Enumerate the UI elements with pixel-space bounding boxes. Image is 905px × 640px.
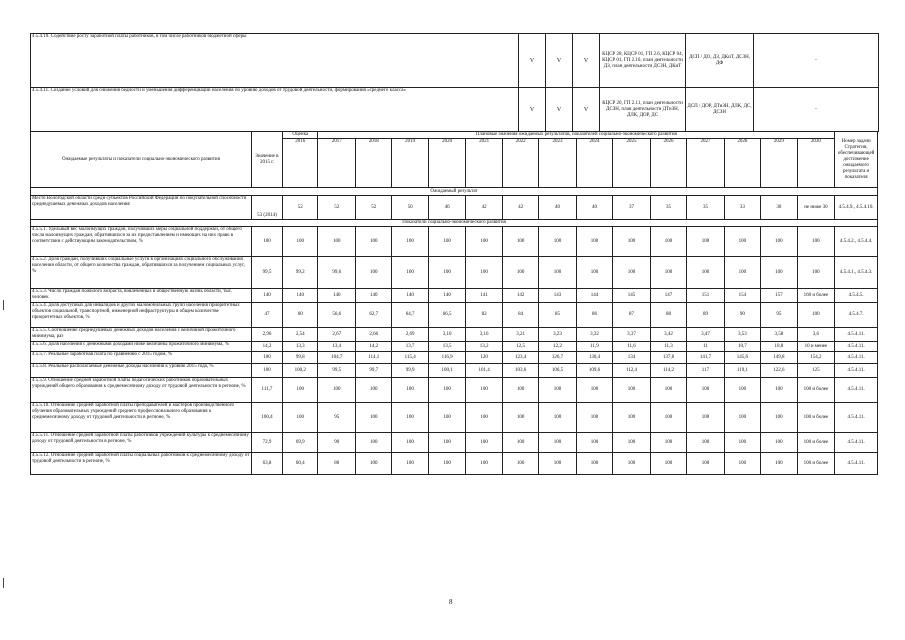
indicator-text: 4.5.5.10. Отношение средней заработной платы преподавателей и мастеров производственного обучения образовательных учреждений среднего профессионального образования к среднемесячному доходу от трудовой деятельности в регионе, %: [31, 403, 252, 433]
activity-executors: ДСП / ДОР, ДТиЗН, ДЛК, ДС, ДСЗН: [686, 88, 754, 132]
value-cell: 160 и более: [797, 289, 835, 303]
value-cell: 115,4: [392, 352, 428, 364]
value-cell: 100: [466, 227, 502, 257]
task-cell: 4.5.4.9., 4.5.4.10.: [835, 196, 878, 220]
activity-program: КЦСР 20, ГП 2.11, план деятельности ДСЗН, план деятельности ДТиЗН, ДЛК, ДОР, ДС: [600, 88, 686, 132]
value-cell: 100: [539, 453, 577, 475]
value-cell: 100: [466, 433, 502, 453]
task-cell: 4.5.4.11.: [835, 403, 878, 433]
activity-extra: -: [754, 34, 879, 88]
activity-extra: -: [754, 88, 879, 132]
task-cell: 4.5.4.11.: [835, 328, 878, 342]
indicator-text: 4.5.5.12. Отношение средней заработной платы социальных работников к среднемесячному доходу от трудовой деятельности в регионе, %: [31, 453, 252, 475]
indicator-text: 4.5.5.9. Отношение средней заработной платы педагогических работников образовательных учреждений общего образования к среднемесячному доходу от трудовой деятельности в регионе, %: [31, 378, 252, 403]
value-cell: 3,10: [428, 328, 466, 342]
value-cell: 13,5: [428, 342, 466, 352]
value-cell: 85: [539, 303, 577, 328]
task-cell: 4.5.4.11.: [835, 378, 878, 403]
base-value-cell: 100: [251, 352, 282, 364]
value-cell: 100 и более: [797, 403, 835, 433]
indicator-row: [31, 453, 878, 475]
value-cell: 100: [539, 227, 577, 257]
planned-values-header: Плановые значения ожидаемых результатов, показателей социально-экономического развития: [318, 132, 835, 139]
value-cell: 3,32: [576, 328, 612, 342]
base-value-cell: 14,2: [251, 342, 282, 352]
task-cell: 4.5.4.7.: [835, 303, 878, 328]
value-cell: 100: [466, 257, 502, 289]
value-cell: 100: [650, 433, 686, 453]
binding-edge-mark: [3, 300, 4, 310]
value-cell: 100: [502, 257, 538, 289]
value-cell: 106,5: [539, 364, 577, 378]
activity-program: КЦСР 28, КЦСР 01, ГП 2.6, КЦСР 04, КЦСР 01, ГП 2.10, план деятельности ДЗ, план деятельности ДСЗН, ДКиТ: [600, 34, 686, 88]
base-value-cell: 100: [251, 364, 282, 378]
indicator-row: [31, 328, 878, 342]
value-cell: 100: [283, 378, 318, 403]
value-cell: 100: [761, 257, 797, 289]
base-value-cell: 63,8: [251, 453, 282, 475]
value-cell: 100: [576, 257, 612, 289]
value-cell: 100: [466, 403, 502, 433]
activity-mark: V: [546, 34, 573, 88]
value-cell: 100: [650, 378, 686, 403]
value-cell: 109,6: [576, 364, 612, 378]
indicator-text: 4.5.5.6. Доля населения с денежными доходами ниже величины прожиточного минимума, %: [31, 342, 252, 352]
value-cell: 100: [687, 433, 725, 453]
year-header: 2022: [502, 139, 538, 188]
value-cell: 100: [539, 433, 577, 453]
value-cell: 103,6: [502, 364, 538, 378]
value-cell: 100: [761, 227, 797, 257]
indicators-table: [30, 131, 878, 475]
value-cell: 3,37: [613, 328, 651, 342]
value-cell: 100 и более: [797, 453, 835, 475]
value-cell: 100: [613, 227, 651, 257]
value-cell: 120: [466, 352, 502, 364]
value-cell: 130,4: [576, 352, 612, 364]
value-cell: 84: [502, 303, 538, 328]
value-cell: 119,1: [724, 364, 760, 378]
value-cell: 100,2: [283, 364, 318, 378]
value-cell: 99,7: [355, 364, 391, 378]
year-header: 2020: [428, 139, 466, 188]
base-value-cell: 72,9: [251, 433, 282, 453]
value-cell: 100: [392, 453, 428, 475]
value-cell: 13,3: [283, 342, 318, 352]
activity-mark: V: [519, 34, 546, 88]
value-cell: 100: [428, 433, 466, 453]
value-cell: 52: [283, 196, 318, 220]
value-cell: 101,4: [466, 364, 502, 378]
value-cell: 3,58: [761, 328, 797, 342]
section-row: [31, 220, 878, 227]
value-cell: 11,6: [613, 342, 651, 352]
base-value-cell: 100,4: [251, 403, 282, 433]
year-header: 2019: [392, 139, 428, 188]
value-cell: 100: [687, 453, 725, 475]
indicator-column-header: Ожидаемые результаты и показатели социально-экономического развития: [31, 132, 252, 188]
base-value-cell: 2,96: [251, 328, 282, 342]
value-cell: 100: [761, 453, 797, 475]
indicator-text: 4.5.5.4. Доля доступных для инвалидов и других маломобильных групп населения приоритетных объектов социальной, транспортной, инженерной инфраструктуры в общем количестве приоритетных объектов, %: [31, 303, 252, 328]
indicator-text: 4.5.5.3. Число граждан пожилого возраста, вовлеченных в общественную жизнь области, тыс. человек: [31, 289, 252, 303]
indicator-row: [31, 403, 878, 433]
value-cell: 126,7: [539, 352, 577, 364]
value-cell: 100: [428, 453, 466, 475]
value-cell: 100: [576, 227, 612, 257]
indicator-row: [31, 227, 878, 257]
indicator-row: [31, 378, 878, 403]
value-cell: 99,8: [283, 352, 318, 364]
section-row: [31, 188, 878, 196]
task-cell: 4.5.4.1., 4.5.4.3.: [835, 257, 878, 289]
task-cell: 4.5.4.11.: [835, 352, 878, 364]
value-cell: 56,6: [318, 303, 356, 328]
value-cell: 12,2: [539, 342, 577, 352]
value-cell: 100: [318, 227, 356, 257]
value-cell: 100: [428, 403, 466, 433]
value-cell: 104,7: [318, 352, 356, 364]
estimate-header: Оценка: [283, 132, 318, 139]
value-cell: 90: [724, 303, 760, 328]
indicator-row: [31, 352, 878, 364]
indicator-row: [31, 257, 878, 289]
value-cell: 42: [466, 196, 502, 220]
value-cell: 33: [724, 196, 760, 220]
indicator-row: [31, 303, 878, 328]
value-cell: 80: [318, 453, 356, 475]
value-cell: 3,21: [502, 328, 538, 342]
expected-result-base: 53 (2014): [251, 196, 282, 220]
base-value-cell: 100: [251, 227, 282, 257]
activities-table: [30, 33, 879, 132]
year-header: 2028: [724, 139, 760, 188]
value-cell: 3,47: [687, 328, 725, 342]
indicator-text: 4.5.5.7. Реальные заработная плата по сравнению с 2015 годом, %: [31, 352, 252, 364]
value-cell: 100: [761, 378, 797, 403]
expected-result-text: Место Вологодской области среди субъектов Российской Федерации по покупательной способности среднедушевых денежных доходов населения: [31, 196, 252, 220]
value-cell: 100: [502, 403, 538, 433]
value-cell: 100: [576, 433, 612, 453]
indicator-text: 4.5.5.1. Удельный вес малоимущих граждан, получивших меры социальной поддержки, от общего числа малоимущих граждан, обратившихся за их предоставлением и имеющих на них право в соответствии с действующим законодательством, %: [31, 227, 252, 257]
section-indicators: Показатели социально-экономического развития: [31, 220, 878, 227]
value-cell: 100: [428, 257, 466, 289]
value-cell: 145,6: [724, 352, 760, 364]
value-cell: 90: [318, 433, 356, 453]
value-cell: 69,9: [283, 433, 318, 453]
value-cell: 100: [650, 403, 686, 433]
value-cell: 100: [392, 433, 428, 453]
value-cell: 100: [392, 227, 428, 257]
value-cell: 100: [613, 257, 651, 289]
value-cell: 62,7: [355, 303, 391, 328]
value-cell: 37: [613, 196, 651, 220]
value-cell: 95: [761, 303, 797, 328]
value-cell: 100: [650, 453, 686, 475]
task-cell: 4.5.4.11.: [835, 433, 878, 453]
value-cell: 10 и менее: [797, 342, 835, 352]
value-cell: 2,67: [318, 328, 356, 342]
value-cell: 2,54: [283, 328, 318, 342]
value-cell: 82: [466, 303, 502, 328]
value-cell: 100: [466, 453, 502, 475]
value-cell: 35: [650, 196, 686, 220]
value-cell: 100: [613, 453, 651, 475]
task-cell: 4.5.4.11.: [835, 453, 878, 475]
task-column-header: Номер задачи Стратегии, обеспечивающей достижение ожидаемого результата и показателя: [835, 132, 878, 188]
value-cell: 100: [687, 378, 725, 403]
value-cell: 154,2: [797, 352, 835, 364]
value-cell: 100: [761, 433, 797, 453]
value-cell: 30: [761, 196, 797, 220]
expected-result-row: [31, 196, 878, 220]
activity-mark: V: [573, 88, 600, 132]
value-cell: 52: [318, 196, 356, 220]
value-cell: 3,16: [466, 328, 502, 342]
value-cell: 2,69: [392, 328, 428, 342]
indicator-row: [31, 342, 878, 352]
value-cell: 100: [428, 378, 466, 403]
value-cell: 151: [687, 289, 725, 303]
page-number: 8: [449, 598, 453, 606]
indicator-text: 4.5.5.8. Реальные располагаемые денежные доходы населения к уровню 2015 года, %: [31, 364, 252, 378]
value-cell: 100: [355, 433, 391, 453]
value-cell: 13,4: [318, 342, 356, 352]
indicator-row: [31, 433, 878, 453]
value-cell: 40: [576, 196, 612, 220]
value-cell: 100: [502, 453, 538, 475]
value-cell: 11,3: [650, 342, 686, 352]
value-cell: 13,7: [392, 342, 428, 352]
value-cell: 100: [355, 403, 391, 433]
value-cell: 100: [687, 403, 725, 433]
value-cell: 100: [724, 433, 760, 453]
year-header: 2029: [761, 139, 797, 188]
value-cell: 100: [576, 453, 612, 475]
value-cell: 125: [797, 364, 835, 378]
value-cell: 116,9: [428, 352, 466, 364]
value-cell: 100: [355, 257, 391, 289]
value-cell: 140: [318, 289, 356, 303]
value-cell: 137,8: [650, 352, 686, 364]
value-cell: 144: [576, 289, 612, 303]
value-cell: 100: [355, 453, 391, 475]
year-header: 2025: [613, 139, 651, 188]
value-cell: 89: [687, 303, 725, 328]
year-header: 2026: [650, 139, 686, 188]
base-value-cell: 99,5: [251, 257, 282, 289]
value-cell: 140: [428, 289, 466, 303]
binding-edge-mark: [3, 578, 4, 588]
base-year-header: Значение в 2015 г.: [251, 132, 282, 188]
value-cell: 147: [650, 289, 686, 303]
task-cell: 4.5.4.5.: [835, 289, 878, 303]
indicator-row: [31, 289, 878, 303]
value-cell: 100: [466, 378, 502, 403]
value-cell: 100: [724, 403, 760, 433]
activity-mark: V: [519, 88, 546, 132]
year-header: 2030: [797, 139, 835, 188]
value-cell: 100: [613, 378, 651, 403]
value-cell: 100: [650, 257, 686, 289]
task-cell: 4.5.4.2., 4.5.4.4.: [835, 227, 878, 257]
value-cell: 100: [797, 257, 835, 289]
value-cell: 100: [355, 227, 391, 257]
value-cell: 42: [502, 196, 538, 220]
value-cell: 11: [687, 342, 725, 352]
year-header: 2021: [466, 139, 502, 188]
indicator-row: [31, 364, 878, 378]
value-cell: 149,8: [761, 352, 797, 364]
activity-mark: V: [573, 34, 600, 88]
value-cell: 100,1: [428, 364, 466, 378]
value-cell: не ниже 30: [797, 196, 835, 220]
year-header: 2024: [576, 139, 612, 188]
value-cell: 99,6: [318, 257, 356, 289]
value-cell: 100: [724, 453, 760, 475]
value-cell: 100: [355, 378, 391, 403]
task-cell: 4.5.4.11.: [835, 364, 878, 378]
value-cell: 140: [392, 289, 428, 303]
value-cell: 100: [613, 433, 651, 453]
value-cell: 3,23: [539, 328, 577, 342]
value-cell: 100 и более: [797, 378, 835, 403]
value-cell: 86: [576, 303, 612, 328]
value-cell: 2,66: [355, 328, 391, 342]
value-cell: 122,6: [761, 364, 797, 378]
value-cell: 13,2: [466, 342, 502, 352]
value-cell: 100: [502, 378, 538, 403]
value-cell: 157: [761, 289, 797, 303]
value-cell: 14,2: [355, 342, 391, 352]
value-cell: 52: [355, 196, 391, 220]
year-header: 2017: [318, 139, 356, 188]
value-cell: 64,7: [392, 303, 428, 328]
activity-row: [31, 34, 879, 88]
value-cell: 100: [724, 378, 760, 403]
value-cell: 112,4: [613, 364, 651, 378]
activity-row: [31, 88, 879, 132]
value-cell: 100: [539, 403, 577, 433]
value-cell: 88: [650, 303, 686, 328]
base-value-cell: 47: [251, 303, 282, 328]
value-cell: 100: [576, 403, 612, 433]
value-cell: 145: [613, 289, 651, 303]
value-cell: 141,7: [687, 352, 725, 364]
value-cell: 100: [539, 378, 577, 403]
value-cell: 11,9: [576, 342, 612, 352]
value-cell: 114,1: [355, 352, 391, 364]
value-cell: 100: [797, 303, 835, 328]
value-cell: 141: [466, 289, 502, 303]
year-header: 2018: [355, 139, 391, 188]
value-cell: 87: [613, 303, 651, 328]
value-cell: 117: [687, 364, 725, 378]
value-cell: 3,42: [650, 328, 686, 342]
value-cell: 142: [502, 289, 538, 303]
year-header: 2023: [539, 139, 577, 188]
year-header: 2016: [283, 139, 318, 188]
value-cell: 100: [318, 378, 356, 403]
value-cell: 60: [283, 303, 318, 328]
value-cell: 100: [687, 257, 725, 289]
task-cell: 4.5.4.11.: [835, 342, 878, 352]
value-cell: 3,6: [797, 328, 835, 342]
activity-executors: ДСП / ДО, ДЗ, ДКиТ, ДСЗН, ДФ: [686, 34, 754, 88]
activity-text: 4.5.4.10. Содействие росту заработной платы работников, в том числе работников бюджетной сферы: [31, 34, 519, 88]
value-cell: 100: [392, 378, 428, 403]
value-cell: 99,2: [283, 257, 318, 289]
value-cell: 100: [650, 227, 686, 257]
value-cell: 100: [502, 227, 538, 257]
value-cell: 140: [283, 289, 318, 303]
base-value-cell: 111,7: [251, 378, 282, 403]
value-cell: 40: [539, 196, 577, 220]
base-value-cell: 140: [251, 289, 282, 303]
value-cell: 114,2: [650, 364, 686, 378]
value-cell: 100 и более: [797, 433, 835, 453]
table-header-row: [31, 132, 878, 139]
value-cell: 10,8: [761, 342, 797, 352]
activity-text: 4.5.4.11. Создание условий для снижения бедности и уменьшения дифференциации населения по уровню доходов от трудовой деятельности, формирования «среднего класса»: [31, 88, 519, 132]
value-cell: 3,53: [724, 328, 760, 342]
value-cell: 100: [283, 227, 318, 257]
value-cell: 35: [687, 196, 725, 220]
value-cell: 154: [724, 289, 760, 303]
value-cell: 100: [724, 227, 760, 257]
indicator-text: 4.5.5.11. Отношение средней заработной платы работников учреждений культуры к среднемесячному доходу от трудовой деятельности в регионе, %: [31, 433, 252, 453]
value-cell: 100: [724, 257, 760, 289]
value-cell: 100: [761, 403, 797, 433]
value-cell: 140: [355, 289, 391, 303]
value-cell: 60,4: [283, 453, 318, 475]
value-cell: 10,7: [724, 342, 760, 352]
value-cell: 100: [613, 403, 651, 433]
value-cell: 100: [283, 403, 318, 433]
value-cell: 12,5: [502, 342, 538, 352]
value-cell: 123,4: [502, 352, 538, 364]
value-cell: 100: [392, 403, 428, 433]
value-cell: 100: [687, 227, 725, 257]
value-cell: 100: [539, 257, 577, 289]
value-cell: 50: [392, 196, 428, 220]
value-cell: 100: [797, 227, 835, 257]
value-cell: 46: [428, 196, 466, 220]
year-header: 2027: [687, 139, 725, 188]
value-cell: 134: [613, 352, 651, 364]
value-cell: 66,5: [428, 303, 466, 328]
indicator-text: 4.5.5.5. Соотношение среднедушевых денежных доходов населения с величиной прожиточного минимума, раз: [31, 328, 252, 342]
value-cell: 95: [318, 403, 356, 433]
value-cell: 100: [428, 227, 466, 257]
value-cell: 143: [539, 289, 577, 303]
value-cell: 99,5: [318, 364, 356, 378]
activity-mark: V: [546, 88, 573, 132]
value-cell: 100: [576, 378, 612, 403]
indicator-text: 4.5.5.2. Доля граждан, получивших социальные услуги в организациях социального обслуживания населения области, от общего количества граждан, обратившихся за получением социальных услуг, %: [31, 257, 252, 289]
value-cell: 100: [392, 257, 428, 289]
value-cell: 99,9: [392, 364, 428, 378]
value-cell: 100: [502, 433, 538, 453]
section-expected-result: Ожидаемый результат: [31, 188, 878, 196]
